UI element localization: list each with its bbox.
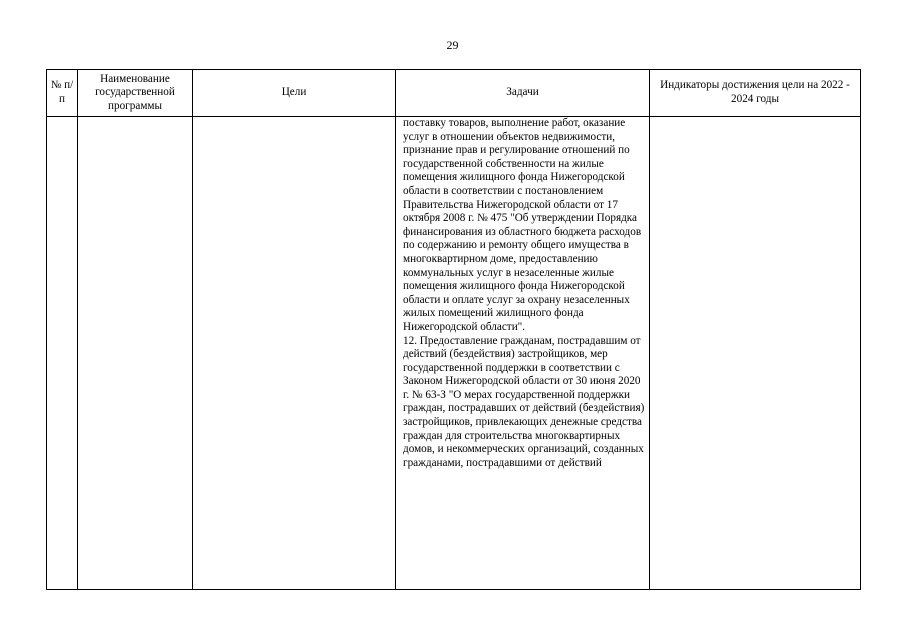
table-row xyxy=(47,117,861,590)
header-goals: Цели xyxy=(193,70,396,117)
header-num: № п/п xyxy=(47,70,78,117)
cell-num xyxy=(47,117,78,590)
page-number: 29 xyxy=(446,38,459,52)
table-header-row xyxy=(47,70,861,117)
header-indicators: Индикаторы достижения цели на 2022 - 2024 годы xyxy=(650,70,861,117)
cell-indicators xyxy=(650,117,861,590)
cell-tasks xyxy=(396,117,650,590)
cell-program xyxy=(78,117,193,590)
task-paragraph-continued: поставку товаров, выполнение работ, оказание услуг в отношении объектов недвижимости, признание прав и регулирование отношений по государственной собственности на жилые помещения жилищного фонда Нижегородской области в соответствии с постановлением Правительства Нижегородской области от 17 октября 2008 г. № 475 "Об утверждении Порядка финансирования из областного бюджета расходов по содержанию и ремонту общего имущества в многоквартирном доме, предоставлению коммунальных услуг в незаселенные жилые помещения жилищного фонда Нижегородской области и оплате услуг за охрану незаселенных жилых помещений жилищного фонда Нижегородской области". xyxy=(403,117,642,333)
cell-goals xyxy=(193,117,396,590)
header-tasks: Задачи xyxy=(396,70,650,117)
header-program: Наименование государственной программы xyxy=(78,70,193,117)
task-paragraph-12: 12. Предоставление гражданам, пострадавшим от действий (бездействия) застройщиков, мер государственной поддержки в соответствии с Законом Нижегородской области от 30 июня 2020 г. № 63-З "О мерах государственной поддержки граждан, пострадавших от действий (бездействия) застройщиков, привлекающих денежные средства граждан для строительства многоквартирных домов, и некоммерческих организаций, созданных гражданами, пострадавшими от действий xyxy=(403,334,645,469)
goals-tasks-table xyxy=(46,69,861,590)
